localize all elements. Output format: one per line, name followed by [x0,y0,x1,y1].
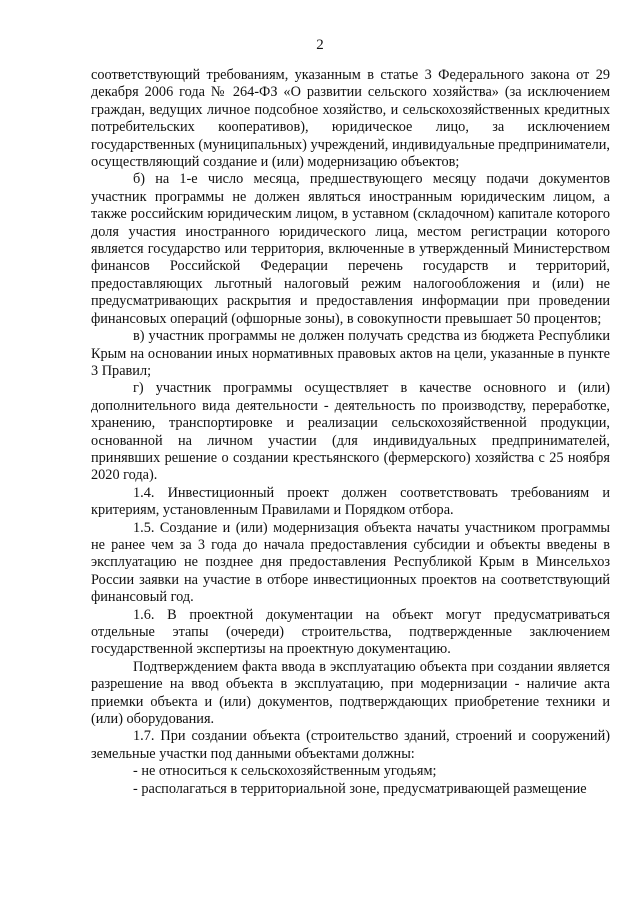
paragraph-requirements-continuation: соответствующий требованиям, указанным в статье 3 Федерального закона от 29 декабря 2006 года № 264-ФЗ «О развитии сельского хозяйства» (за исключением граждан, ведущих личное подсобное хозяйство, и сельскохозяйственных кредитных потребительских кооперативов), юридическое лицо, за исключением государственных (муниципальных) учреждений, индивидуальные предприниматели, осуществляющий создание и (или) модернизацию объектов; [91,67,610,171]
paragraph-1-7: 1.7. При создании объекта (строительство зданий, строений и сооружений) земельные участки под данными объектами должны: [91,728,610,762]
list-item-territorial-zone: - располагаться в территориальной зоне, предусматривающей размещение [133,780,587,797]
document-body [91,67,610,798]
paragraph-b-foreign-entity: б) на 1-е число месяца, предшествующего месяцу подачи документов участник программы не должен являться иностранным юридическим лицом, а также российским юридическим лицом, в уставном (складочном) капитале которого доля участия иностранного юридического лица, местом регистрации которого является государство или территория, включенные в утвержденный Министерством финансов Российской Федерации перечень государств и территорий, предоставляющих льготный налоговый режим налогообложения и (или) не предусматривающих раскрытия и предоставления информации при проведении финансовых операций (офшорные зоны), в совокупности превышает 50 процентов; [91,171,610,327]
list-item-not-agricultural-land: - не относиться к сельскохозяйственным угодьям; [133,763,437,780]
paragraph-v-budget-funds: в) участник программы не должен получать средства из бюджета Республики Крым на основании иных нормативных правовых актов на цели, указанные в пункте 3 Правил; [91,328,610,379]
paragraph-1-5: 1.5. Создание и (или) модернизация объекта начаты участником программы не ранее чем за 3 года до начала предоставления субсидии и объекты введены в эксплуатацию не позднее дня предоставления Республикой Крым в Минсельхоз России заявки на участие в отборе инвестиционных проектов на соответствующий финансовый год. [91,519,610,606]
paragraph-commissioning-confirmation: Подтверждением факта ввода в эксплуатацию объекта при создании является разрешение на ввод объекта в эксплуатацию, при модернизации - наличие акта приемки объекта и (или) документов, подтверждающих приобретение техники и (или) оборудования. [91,658,610,728]
paragraph-g-activity: г) участник программы осуществляет в качестве основного и (или) дополнительного вида деятельности - деятельность по производству, переработке, хранению, транспортировке и реализации сельскохозяйственной продукции, основанной на личном участии (для индивидуальных предпринимателей, принявших решение о создании крестьянского (фермерского) хозяйства с 25 ноября 2020 года). [91,380,610,484]
paragraph-1-6: 1.6. В проектной документации на объект могут предусматриваться отдельные этапы (очереди) строительства, подтвержденные заключением государственной экспертизы на проектную документацию. [91,606,610,658]
paragraph-1-4: 1.4. Инвестиционный проект должен соответствовать требованиям и критериям, установленным Правилами и Порядком отбора. [91,484,610,519]
page-number: 2 [316,37,324,53]
